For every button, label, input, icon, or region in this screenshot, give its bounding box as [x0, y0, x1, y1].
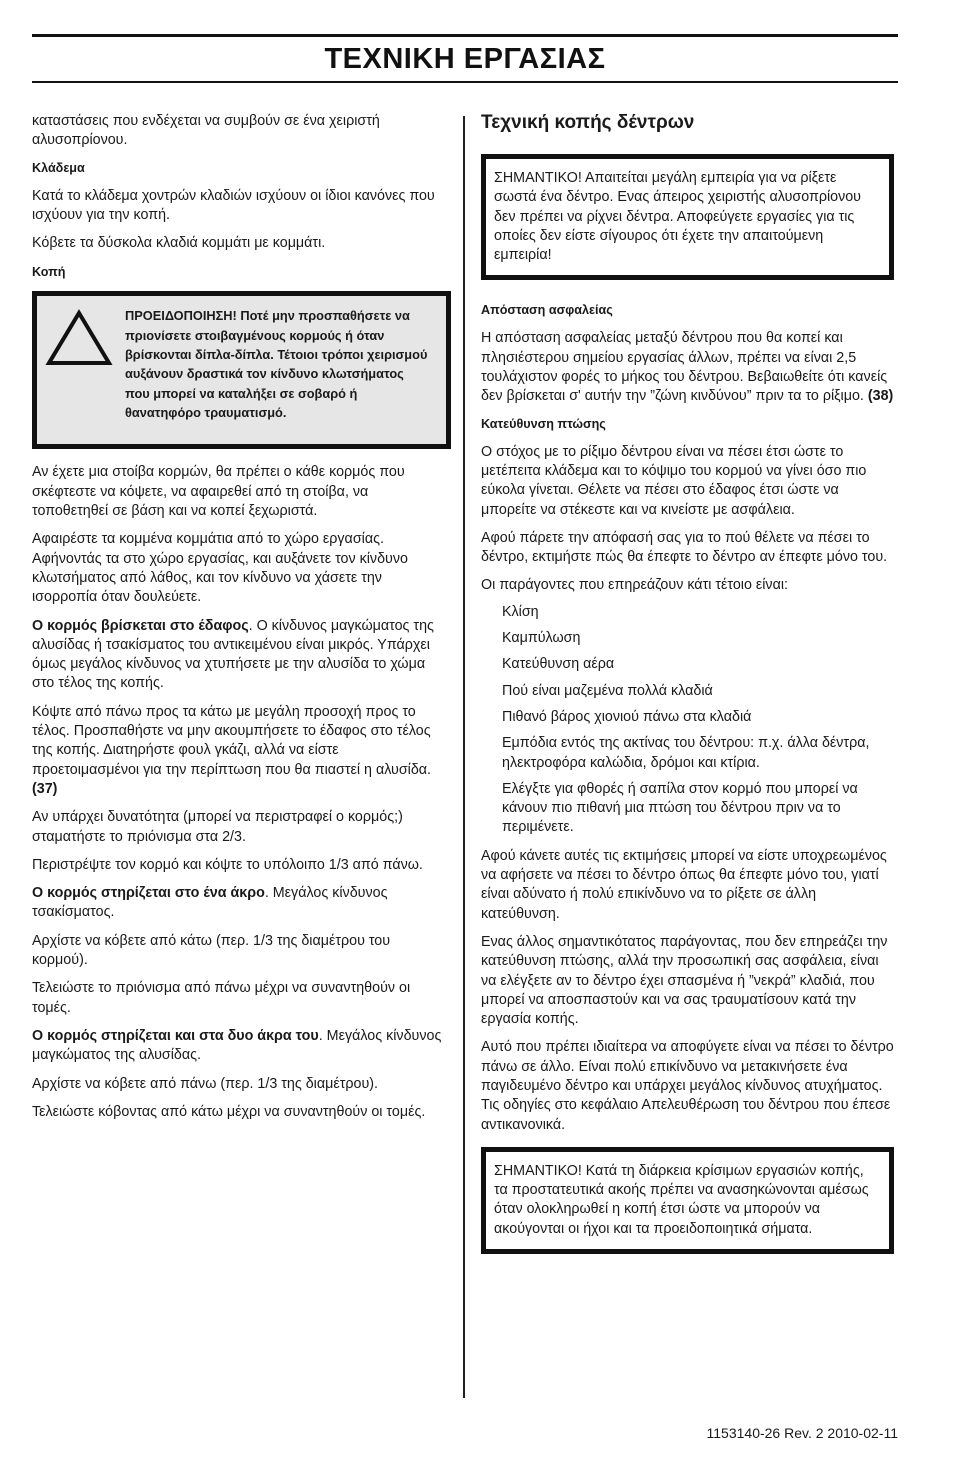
warning-triangle-icon	[45, 308, 113, 368]
list-item: Κλίση	[502, 603, 539, 620]
paragraph: Αν έχετε μια στοίβα κορμών, θα πρέπει ο κάθε κορμός που σκέφτεστε να κόψετε, να αφαιρεθεί από τη στοίβα, να τοποθετηθεί σε βάση και να κοπεί ξεχωριστά.	[32, 464, 405, 520]
figure-ref: (38)	[867, 388, 894, 405]
paragraph-text: Κόψτε από πάνω προς τα κάτω με μεγάλη προσοχή προς το τέλος. Προσπαθήστε να μην ακουμπήσετε το έδαφος στο τέλος της κοπής. Διατηρήστε φουλ γκάζι, αλλά να είστε προετοιμασμένοι για την περίπτωση που θα πιαστεί η αλυσίδα.	[32, 703, 432, 778]
paragraph: Αφού κάνετε αυτές τις εκτιμήσεις μπορεί να είστε υποχρεωμένος να αφήσετε να πέσει το δέντρο όπως θα έπεφτε μόνο του, γιατί είναι αδύνατο ή πολύ επικίνδυνο να το ρίξετε σε άλλη κατεύθυνση.	[481, 847, 887, 922]
list-item: Εμπόδια εντός της ακτίνας του δέντρου: π.χ. άλλα δέντρα, ηλεκτροφόρα καλώδια, δρόμοι και κτίρια.	[502, 735, 870, 771]
list-item: Κατεύθυνση αέρα	[502, 656, 615, 673]
figure-ref: (37)	[32, 780, 58, 797]
bold-lead: Ο κορμός στηρίζεται και στα δυο άκρα του	[32, 1027, 319, 1044]
warning-text: ΠΡΟΕΙΔΟΠΟΙΗΣΗ! Ποτέ μην προσπαθήσετε να πριονίσετε στοιβαγμένους κορμούς ή όταν βρίσκονται δίπλα-δίπλα. Τέτοιοι τρόποι χειρισμού αυξάνουν δραστικά τον κίνδυνο κλωτσήματος που μπορεί να καταλήξει σε σοβαρό ή θανατηφόρο τραυματισμό.	[125, 308, 428, 420]
paragraph: Τελειώστε το πριόνισμα από πάνω μέχρι να συναντηθούν οι τομές.	[32, 980, 411, 1016]
intro-text: καταστάσεις που ενδέχεται να συμβούν σε ένα χειριστή αλυσοπρίονου.	[32, 113, 380, 149]
paragraph: Ενας άλλος σημαντικότατος παράγοντας, που δεν επηρεάζει την κατεύθυνση πτώσης, αλλά την προσωπική σας ασφάλεια, είναι να ελέγξετε αν το δέντρο έχει σπασμένα ή ”νεκρά” κλαδιά, που μπορεί να αποσπαστούν και να σας τραυματίσουν κατά την εργασία κοπής.	[481, 933, 888, 1028]
notice-text: ΣΗΜΑΝΤΙΚΟ! Κατά τη διάρκεια κρίσιμων εργασιών κοπής, τα προστατευτικά ακοής πρέπει να ανασηκώνονται αμέσως όταν ολοκληρωθεί η κοπή έτσι ώστε να μπορούν να ακούγονται οι ήχοι και τα προειδοποιητικά σήματα.	[494, 1162, 869, 1237]
paragraph: Κόβετε τα δύσκολα κλαδιά κομμάτι με κομμάτι.	[32, 235, 326, 252]
warning-box	[32, 291, 451, 449]
document-number: 1153140-26 Rev. 2 2010-02-11	[706, 1425, 898, 1441]
heading-distance: Απόσταση ασφαλείας	[481, 303, 613, 318]
list-item: Καμπύλωση	[502, 630, 581, 647]
paragraph	[32, 703, 444, 799]
bold-lead: Ο κορμός στηρίζεται στο ένα άκρο	[32, 885, 265, 902]
heading-direction: Κατεύθυνση πτώσης	[481, 416, 606, 431]
list-item: Πιθανό βάρος χιονιού πάνω στα κλαδιά	[502, 708, 752, 725]
notice-text: ΣΗΜΑΝΤΙΚΟ! Απαιτείται μεγάλη εμπειρία για να ρίξετε σωστά ένα δέντρο. Ενας άπειρος χειριστής αλυσοπρίονου δεν πρέπει να ρίχνει δέντρα. Αποφεύγετε εργασίες για τις οποίες δεν είστε σίγουρος ότι έχετε την απαιτούμενη εμπειρία!	[494, 170, 861, 264]
section-title: Τεχνική κοπής δέντρων	[481, 112, 695, 133]
important-notice	[481, 1147, 894, 1254]
heading-kladema: Κλάδεμα	[32, 160, 85, 175]
paragraph-rest: . Ο κίνδυνος μαγκώματος της αλυσίδας ή τσακίσματος του αντικειμένου είναι μικρός. Υπάρχει όμως μεγάλος κίνδυνος να χτυπήσετε με την αλυσίδα το χώμα στο τέλος της κοπής.	[32, 617, 434, 692]
paragraph: Οι παράγοντες που επηρεάζουν κάτι τέτοιο είναι:	[481, 577, 788, 594]
heading-kopi: Κοπή	[32, 265, 66, 280]
paragraph: Αυτό που πρέπει ιδιαίτερα να αποφύγετε είναι να πέσει το δέντρο πάνω σε άλλο. Είναι πολύ επικίνδυνο να μετακινήσετε ένα παγιδευμένο δέντρο και υπάρχει μεγάλος κίνδυνος ατυχήματος. Τις οδηγίες στο κεφάλαιο Απελευθέρωση του δέντρου που έπεσε αντικανονικά.	[481, 1039, 894, 1133]
paragraph: Αφαιρέστε τα κομμένα κομμάτια από το χώρο εργασίας. Αφήνοντάς τα στο χώρο εργασίας, και αυξάνετε τον κίνδυνο κλωτσήματος από λάθος, και τον κίνδυνο να χάσετε την ισορροπία όταν δουλεύετε.	[32, 531, 408, 606]
paragraph: Κατά το κλάδεμα χοντρών κλαδιών ισχύουν οι ίδιοι κανόνες που ισχύουν για την κοπή.	[32, 187, 435, 223]
right-column	[481, 112, 897, 1271]
paragraph: Αφού πάρετε την απόφασή σας για το πού θέλετε να πέσει το δέντρο, εκτιμήστε πώς θα έπεφτε το δέντρο αν έπεφτε μόνο του.	[481, 529, 888, 566]
paragraph	[32, 884, 444, 923]
paragraph: Αν υπάρχει δυνατότητα (μπορεί να περιστραφεί ο κορμός;) σταματήστε το πριόνισμα στα 2/3.	[32, 809, 403, 845]
page-title: ΤΕΧΝΙΚΗ ΕΡΓΑΣΙΑΣ	[324, 43, 606, 75]
paragraph: Περιστρέψτε τον κορμό και κόψτε το υπόλοιπο 1/3 από πάνω.	[32, 856, 423, 873]
paragraph: Αρχίστε να κόβετε από πάνω (περ. 1/3 της διαμέτρου).	[32, 1075, 379, 1092]
bold-lead: Ο κορμός βρίσκεται στο έδαφος	[32, 617, 249, 634]
factor-list	[481, 603, 897, 838]
list-item: Πού είναι μαζεμένα πολλά κλαδιά	[502, 682, 713, 699]
paragraph-rest: . Μεγάλος κίνδυνος μαγκώματος της αλυσίδας.	[32, 1027, 442, 1064]
important-notice	[481, 154, 894, 280]
paragraph: Ο στόχος με το ρίξιμο δέντρου είναι να πέσει έτσι ώστε το μετέπειτα κλάδεμα και το κόψιμο του κορμού να γίνει όσο πιο εύκολα γίνεται. Θέλετε να πέσει στο έδαφος έτσι ώστε να μπορείτε να στέκεστε και να κινείστε με ασφάλεια.	[481, 443, 867, 518]
paragraph-text: Η απόσταση ασφαλείας μεταξύ δέντρου που θα κοπεί και πλησιέστερου σημείου εργασίας άλλων, πρέπει να είναι 2,5 τουλάχιστον φορές το μήκος του δέντρου. Βεβαιωθείτε ότι κανείς δεν βρίσκεται σ' αυτήν την ”ζώνη κινδύνου” πριν τα το ρίξιμο.	[481, 330, 888, 405]
paragraph: Τελειώστε κόβοντας από κάτω μέχρι να συναντηθούν οι τομές.	[32, 1103, 426, 1120]
column-divider	[463, 116, 465, 1398]
paragraph	[32, 1027, 444, 1066]
paragraph	[481, 329, 897, 406]
left-column	[32, 112, 444, 1131]
paragraph: Αρχίστε να κόβετε από κάτω (περ. 1/3 της διαμέτρου του κορμού).	[32, 932, 391, 969]
paragraph	[32, 617, 444, 694]
paragraph-rest: . Μεγάλος κίνδυνος τσακίσματος.	[32, 885, 388, 921]
page-header	[32, 34, 898, 83]
list-item: Ελέγξτε για φθορές ή σαπίλα στον κορμό που μπορεί να κάνουν πιο πιθανή μια πτώση του δέντρου πριν να το περιμένετε.	[502, 780, 858, 836]
